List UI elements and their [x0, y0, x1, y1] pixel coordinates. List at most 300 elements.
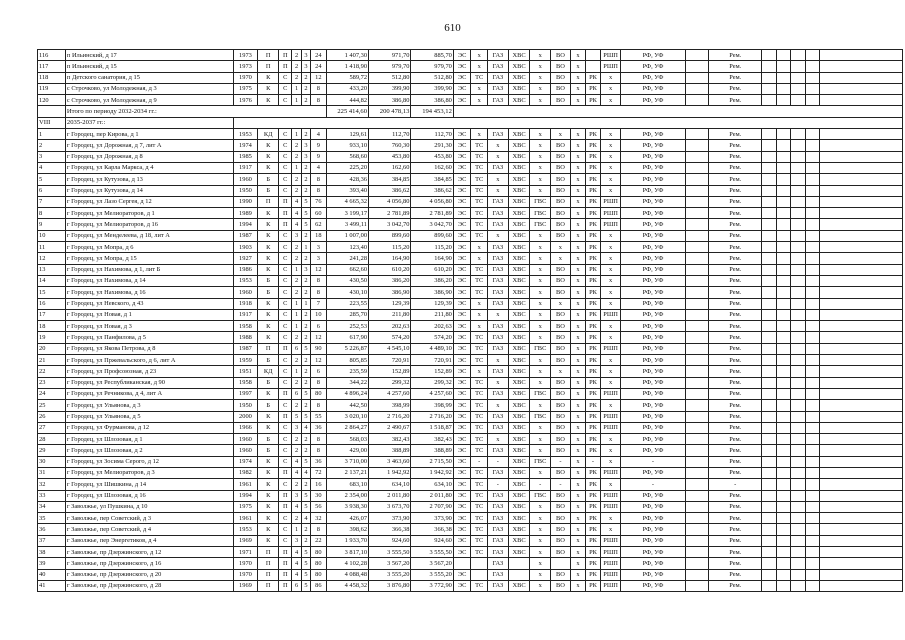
- empty-cell: [791, 230, 805, 241]
- table-cell: -: [551, 456, 571, 467]
- empty-cell: [820, 242, 903, 253]
- table-row: [38, 434, 903, 445]
- empty-cell: [762, 50, 776, 61]
- table-cell: ГАЗ: [487, 422, 508, 433]
- table-cell: 3: [38, 151, 66, 162]
- table-cell: х: [530, 129, 551, 140]
- table-cell: РФ, УФ: [621, 366, 685, 377]
- table-cell: Рем.: [709, 230, 762, 241]
- table-cell: 1961: [233, 479, 258, 490]
- table-cell: РФ, УФ: [621, 298, 685, 309]
- table-cell: 162,60: [411, 162, 453, 173]
- table-cell: х: [600, 355, 621, 366]
- table-cell: РФ, УФ: [621, 434, 685, 445]
- table-cell: х: [570, 355, 586, 366]
- table-cell: 202,63: [411, 321, 453, 332]
- table-cell: ВО: [551, 264, 571, 275]
- table-cell: х: [471, 366, 488, 377]
- table-cell: РК: [586, 321, 600, 332]
- table-cell: РШП: [600, 388, 621, 399]
- table-cell: 3 042,70: [411, 219, 453, 230]
- table-cell: 382,43: [411, 434, 453, 445]
- empty-cell: [762, 83, 776, 94]
- table-cell: 164,90: [369, 253, 411, 264]
- table-cell: 4 665,32: [326, 196, 368, 207]
- table-cell: ВО: [551, 580, 571, 591]
- table-cell: 2: [301, 445, 310, 456]
- table-cell: х: [570, 445, 586, 456]
- table-cell: 80: [311, 558, 327, 569]
- table-cell: ТС: [471, 377, 488, 388]
- table-cell: ЭС: [453, 230, 471, 241]
- table-cell: 4 896,24: [326, 388, 368, 399]
- table-cell: 36: [311, 456, 327, 467]
- table-cell: ЭС: [453, 456, 471, 467]
- table-cell: [685, 343, 709, 354]
- table-cell: ХВС: [508, 95, 530, 106]
- table-cell: 26: [38, 411, 66, 422]
- table-cell: х: [530, 445, 551, 456]
- table-cell: 2 781,89: [411, 208, 453, 219]
- table-cell: х: [551, 129, 571, 140]
- empty-cell: [791, 309, 805, 320]
- empty-cell: [791, 72, 805, 83]
- empty-cell: [791, 445, 805, 456]
- table-cell: 9: [311, 151, 327, 162]
- table-cell: 2: [292, 377, 301, 388]
- empty-cell: [820, 524, 903, 535]
- table-cell: 225,20: [326, 162, 368, 173]
- empty-cell: [776, 219, 790, 230]
- table-cell: х: [570, 388, 586, 399]
- table-cell: П: [279, 467, 292, 478]
- table-cell: 1975: [233, 83, 258, 94]
- table-cell: С: [279, 434, 292, 445]
- table-cell: 3: [301, 61, 310, 72]
- table-cell: Б: [258, 377, 279, 388]
- table-cell: ЭС: [453, 50, 471, 61]
- table-cell: Рем.: [709, 456, 762, 467]
- table-cell: п Детского санатория, д 15: [65, 72, 233, 83]
- table-cell: 617,90: [326, 332, 368, 343]
- table-cell: х: [530, 366, 551, 377]
- table-cell: 433,20: [326, 83, 368, 94]
- table-cell: ВО: [551, 50, 571, 61]
- table-cell: 72: [311, 467, 327, 478]
- table-cell: [508, 558, 530, 569]
- table-cell: ГАЗ: [487, 332, 508, 343]
- table-cell: х: [600, 332, 621, 343]
- table-cell: с Строчково, ул Молодежная, д 9: [65, 95, 233, 106]
- table-cell: 1: [38, 129, 66, 140]
- table-cell: РК: [586, 558, 600, 569]
- table-cell: П: [258, 343, 279, 354]
- table-cell: х: [570, 467, 586, 478]
- table-cell: К: [258, 140, 279, 151]
- table-cell: х: [487, 174, 508, 185]
- table-cell: 2: [301, 321, 310, 332]
- table-cell: ВО: [551, 287, 571, 298]
- table-cell: 1: [292, 366, 301, 377]
- housing-register-table: [37, 49, 903, 592]
- table-cell: Рем.: [709, 535, 762, 546]
- table-cell: 2 864,27: [326, 422, 368, 433]
- table-cell: 18: [311, 230, 327, 241]
- table-cell: 366,38: [369, 524, 411, 535]
- table-cell: Б: [258, 355, 279, 366]
- empty-cell: [791, 185, 805, 196]
- table-cell: ХВС: [508, 298, 530, 309]
- empty-cell: [820, 490, 903, 501]
- table-cell: Рем.: [709, 185, 762, 196]
- table-cell: 285,70: [326, 309, 368, 320]
- table-cell: 32: [311, 513, 327, 524]
- empty-cell: [791, 411, 805, 422]
- table-cell: ГАЗ: [487, 558, 508, 569]
- table-cell: х: [600, 95, 621, 106]
- table-cell: РК: [586, 400, 600, 411]
- empty-cell: [820, 479, 903, 490]
- table-cell: ВО: [551, 434, 571, 445]
- empty-cell: [776, 208, 790, 219]
- table-cell: 933,10: [326, 140, 368, 151]
- table-cell: г Городец, ул Ульянова, д 3: [65, 400, 233, 411]
- table-cell: г Городец, ул Дорожная, д 7, лит А: [65, 140, 233, 151]
- table-cell: 2 011,80: [369, 490, 411, 501]
- table-cell: 1918: [233, 298, 258, 309]
- empty-cell: [762, 467, 776, 478]
- table-cell: ТС: [471, 332, 488, 343]
- table-cell: [685, 309, 709, 320]
- table-cell: -: [621, 479, 685, 490]
- table-cell: 9: [311, 140, 327, 151]
- table-cell: [685, 230, 709, 241]
- table-cell: ЭС: [453, 332, 471, 343]
- table-cell: х: [570, 400, 586, 411]
- table-row: [38, 309, 903, 320]
- table-cell: 3 567,20: [369, 558, 411, 569]
- table-cell: С: [279, 264, 292, 275]
- table-cell: ТС: [471, 208, 488, 219]
- table-cell: 3: [292, 535, 301, 546]
- table-cell: [685, 287, 709, 298]
- table-cell: 5: [301, 219, 310, 230]
- table-cell: х: [551, 366, 571, 377]
- table-cell: 1997: [233, 388, 258, 399]
- empty-cell: [762, 456, 776, 467]
- empty-cell: [776, 490, 790, 501]
- table-cell: ТС: [471, 411, 488, 422]
- table-cell: х: [551, 253, 571, 264]
- table-cell: х: [570, 343, 586, 354]
- table-cell: х: [471, 253, 488, 264]
- table-cell: ЭС: [453, 547, 471, 558]
- table-cell: 4: [292, 196, 301, 207]
- table-cell: 1: [292, 129, 301, 140]
- table-cell: РФ, УФ: [621, 230, 685, 241]
- empty-cell: [805, 569, 819, 580]
- table-cell: 398,62: [326, 524, 368, 535]
- empty-cell: [791, 275, 805, 286]
- table-cell: [685, 411, 709, 422]
- table-cell: 1: [292, 95, 301, 106]
- table-cell: Рем.: [709, 524, 762, 535]
- table-cell: ГАЗ: [487, 72, 508, 83]
- table-cell: ВО: [551, 95, 571, 106]
- table-cell: ГАЗ: [487, 253, 508, 264]
- table-cell: х: [600, 174, 621, 185]
- table-cell: 2: [292, 185, 301, 196]
- table-cell: п Ильинский, д 15: [65, 61, 233, 72]
- table-cell: РФ, УФ: [621, 162, 685, 173]
- table-cell: РФ, УФ: [621, 501, 685, 512]
- table-cell: 4: [292, 547, 301, 558]
- table-cell: г Городец, ул Профсоюзная, д 23: [65, 366, 233, 377]
- empty-cell: [762, 434, 776, 445]
- table-cell: ГАЗ: [487, 569, 508, 580]
- table-cell: ЭС: [453, 501, 471, 512]
- table-cell: х: [570, 162, 586, 173]
- table-cell: Рем.: [709, 196, 762, 207]
- table-cell: РФ, УФ: [621, 95, 685, 106]
- table-cell: С: [279, 230, 292, 241]
- table-cell: 2: [292, 434, 301, 445]
- empty-cell: [791, 321, 805, 332]
- table-cell: ХВС: [508, 434, 530, 445]
- empty-cell: [805, 422, 819, 433]
- empty-cell: [805, 501, 819, 512]
- table-cell: х: [570, 569, 586, 580]
- empty-cell: [805, 275, 819, 286]
- table-cell: 112,70: [411, 129, 453, 140]
- table-cell: 41: [38, 580, 66, 591]
- table-cell: С: [279, 174, 292, 185]
- empty-cell: [776, 547, 790, 558]
- table-cell: РК: [586, 72, 600, 83]
- empty-cell: [762, 185, 776, 196]
- table-cell: 1 518,87: [411, 422, 453, 433]
- empty-cell: [820, 411, 903, 422]
- table-cell: 5: [301, 569, 310, 580]
- table-cell: ГАЗ: [487, 129, 508, 140]
- table-row: [38, 547, 903, 558]
- empty-cell: [791, 95, 805, 106]
- table-cell: Рем.: [709, 366, 762, 377]
- table-cell: ВО: [551, 61, 571, 72]
- table-cell: 22: [38, 366, 66, 377]
- table-cell: С: [279, 242, 292, 253]
- table-cell: 8: [311, 83, 327, 94]
- table-cell: х: [471, 83, 488, 94]
- empty-cell: [791, 50, 805, 61]
- table-cell: К: [258, 264, 279, 275]
- table-cell: 30: [38, 456, 66, 467]
- table-row: [38, 524, 903, 535]
- empty-cell: [776, 275, 790, 286]
- table-cell: 34: [38, 501, 66, 512]
- table-cell: 2: [292, 174, 301, 185]
- empty-cell: [820, 400, 903, 411]
- table-cell: С: [279, 422, 292, 433]
- empty-cell: [805, 287, 819, 298]
- table-cell: 8: [311, 445, 327, 456]
- table-cell: ГВС: [530, 388, 551, 399]
- table-cell: 2: [292, 50, 301, 61]
- empty-cell: [820, 309, 903, 320]
- table-cell: 3 938,30: [326, 501, 368, 512]
- table-cell: 1970: [233, 558, 258, 569]
- table-cell: Рем.: [709, 332, 762, 343]
- empty-cell: [805, 309, 819, 320]
- table-cell: Рем.: [709, 298, 762, 309]
- table-cell: П: [279, 558, 292, 569]
- empty-cell: [820, 162, 903, 173]
- table-cell: 2: [292, 479, 301, 490]
- table-cell: 3: [301, 140, 310, 151]
- table-cell: г Городец, ул Невского, д 43: [65, 298, 233, 309]
- table-cell: 129,39: [369, 298, 411, 309]
- empty-cell: [805, 196, 819, 207]
- table-cell: ЭС: [453, 580, 471, 591]
- table-cell: х: [530, 95, 551, 106]
- table-cell: РК: [586, 174, 600, 185]
- table-cell: х: [570, 151, 586, 162]
- table-cell: ГАЗ: [487, 264, 508, 275]
- table-cell: ХВС: [508, 388, 530, 399]
- empty-cell: [805, 253, 819, 264]
- empty-cell: [791, 479, 805, 490]
- table-cell: 2: [301, 332, 310, 343]
- empty-cell: [791, 422, 805, 433]
- table-cell: 568,03: [326, 434, 368, 445]
- table-cell: К: [258, 95, 279, 106]
- table-cell: 4: [292, 219, 301, 230]
- table-cell: ВО: [551, 445, 571, 456]
- table-cell: Рем.: [709, 321, 762, 332]
- table-cell: х: [530, 264, 551, 275]
- empty-cell: [762, 355, 776, 366]
- table-cell: х: [471, 321, 488, 332]
- table-cell: г Заволжье, ул Пушкина, д 10: [65, 501, 233, 512]
- empty-cell: [762, 580, 776, 591]
- table-cell: РК: [586, 467, 600, 478]
- table-cell: 2 715,50: [411, 456, 453, 467]
- table-cell: РФ, УФ: [621, 490, 685, 501]
- table-cell: ТС: [471, 264, 488, 275]
- table-cell: П: [258, 569, 279, 580]
- empty-cell: [791, 535, 805, 546]
- table-cell: 2: [292, 61, 301, 72]
- table-cell: ВО: [551, 174, 571, 185]
- table-cell: 979,70: [369, 61, 411, 72]
- empty-cell: [762, 366, 776, 377]
- table-cell: Рем.: [709, 580, 762, 591]
- table-cell: РФ, УФ: [621, 343, 685, 354]
- table-cell: С: [279, 456, 292, 467]
- table-cell: [685, 332, 709, 343]
- table-cell: 8: [311, 400, 327, 411]
- table-cell: ЭС: [453, 140, 471, 151]
- table-cell: 1975: [233, 501, 258, 512]
- table-cell: 430,50: [326, 275, 368, 286]
- empty-cell: [776, 411, 790, 422]
- table-cell: х: [570, 298, 586, 309]
- table-cell: ВО: [551, 185, 571, 196]
- table-cell: 2: [38, 140, 66, 151]
- table-cell: г Городец, ул Мелиораторов, д 16: [65, 219, 233, 230]
- table-cell: ТС: [471, 230, 488, 241]
- table-cell: ЭС: [453, 72, 471, 83]
- table-cell: 80: [311, 569, 327, 580]
- empty-cell: [776, 501, 790, 512]
- table-cell: ВО: [551, 196, 571, 207]
- table-cell: [685, 355, 709, 366]
- empty-cell: [776, 298, 790, 309]
- table-cell: ВО: [551, 422, 571, 433]
- table-cell: П: [279, 208, 292, 219]
- empty-cell: [762, 174, 776, 185]
- table-cell: [685, 569, 709, 580]
- table-cell: ХВС: [508, 140, 530, 151]
- table-cell: 1985: [233, 151, 258, 162]
- table-cell: 2: [301, 275, 310, 286]
- table-cell: Рем.: [709, 558, 762, 569]
- empty-cell: [762, 569, 776, 580]
- table-cell: х: [487, 377, 508, 388]
- table-cell: 1: [301, 298, 310, 309]
- empty-cell: [762, 151, 776, 162]
- table-cell: х: [570, 264, 586, 275]
- empty-cell: [776, 343, 790, 354]
- table-cell: [685, 400, 709, 411]
- table-cell: х: [530, 298, 551, 309]
- table-cell: РК: [586, 547, 600, 558]
- table-cell: 3 463,60: [369, 456, 411, 467]
- table-row: [38, 275, 903, 286]
- table-cell: 366,38: [411, 524, 453, 535]
- table-cell: 2 490,67: [369, 422, 411, 433]
- table-cell: К: [258, 422, 279, 433]
- empty-cell: [762, 275, 776, 286]
- table-cell: ЭС: [453, 309, 471, 320]
- table-cell: х: [600, 151, 621, 162]
- table-cell: 112,70: [369, 129, 411, 140]
- table-cell: х: [600, 400, 621, 411]
- table-cell: х: [570, 309, 586, 320]
- table-cell: х: [530, 547, 551, 558]
- table-cell: 3 772,90: [411, 580, 453, 591]
- empty-cell: [762, 479, 776, 490]
- table-cell: г Городец, ул Шлозовая, д 2: [65, 445, 233, 456]
- table-cell: 3 020,10: [326, 411, 368, 422]
- table-cell: 924,60: [369, 535, 411, 546]
- empty-cell: [762, 61, 776, 72]
- table-cell: ХВС: [508, 501, 530, 512]
- table-cell: 152,89: [411, 366, 453, 377]
- table-cell: х: [487, 400, 508, 411]
- table-cell: РШП: [600, 208, 621, 219]
- table-cell: х: [600, 321, 621, 332]
- table-cell: х: [570, 50, 586, 61]
- table-cell: ХВС: [508, 456, 530, 467]
- table-cell: 5: [301, 456, 310, 467]
- table-cell: 2: [301, 434, 310, 445]
- table-cell: ВО: [551, 230, 571, 241]
- table-cell: ХВС: [508, 377, 530, 388]
- table-cell: 24: [311, 61, 327, 72]
- table-cell: Рем.: [709, 242, 762, 253]
- table-cell: ХВС: [508, 547, 530, 558]
